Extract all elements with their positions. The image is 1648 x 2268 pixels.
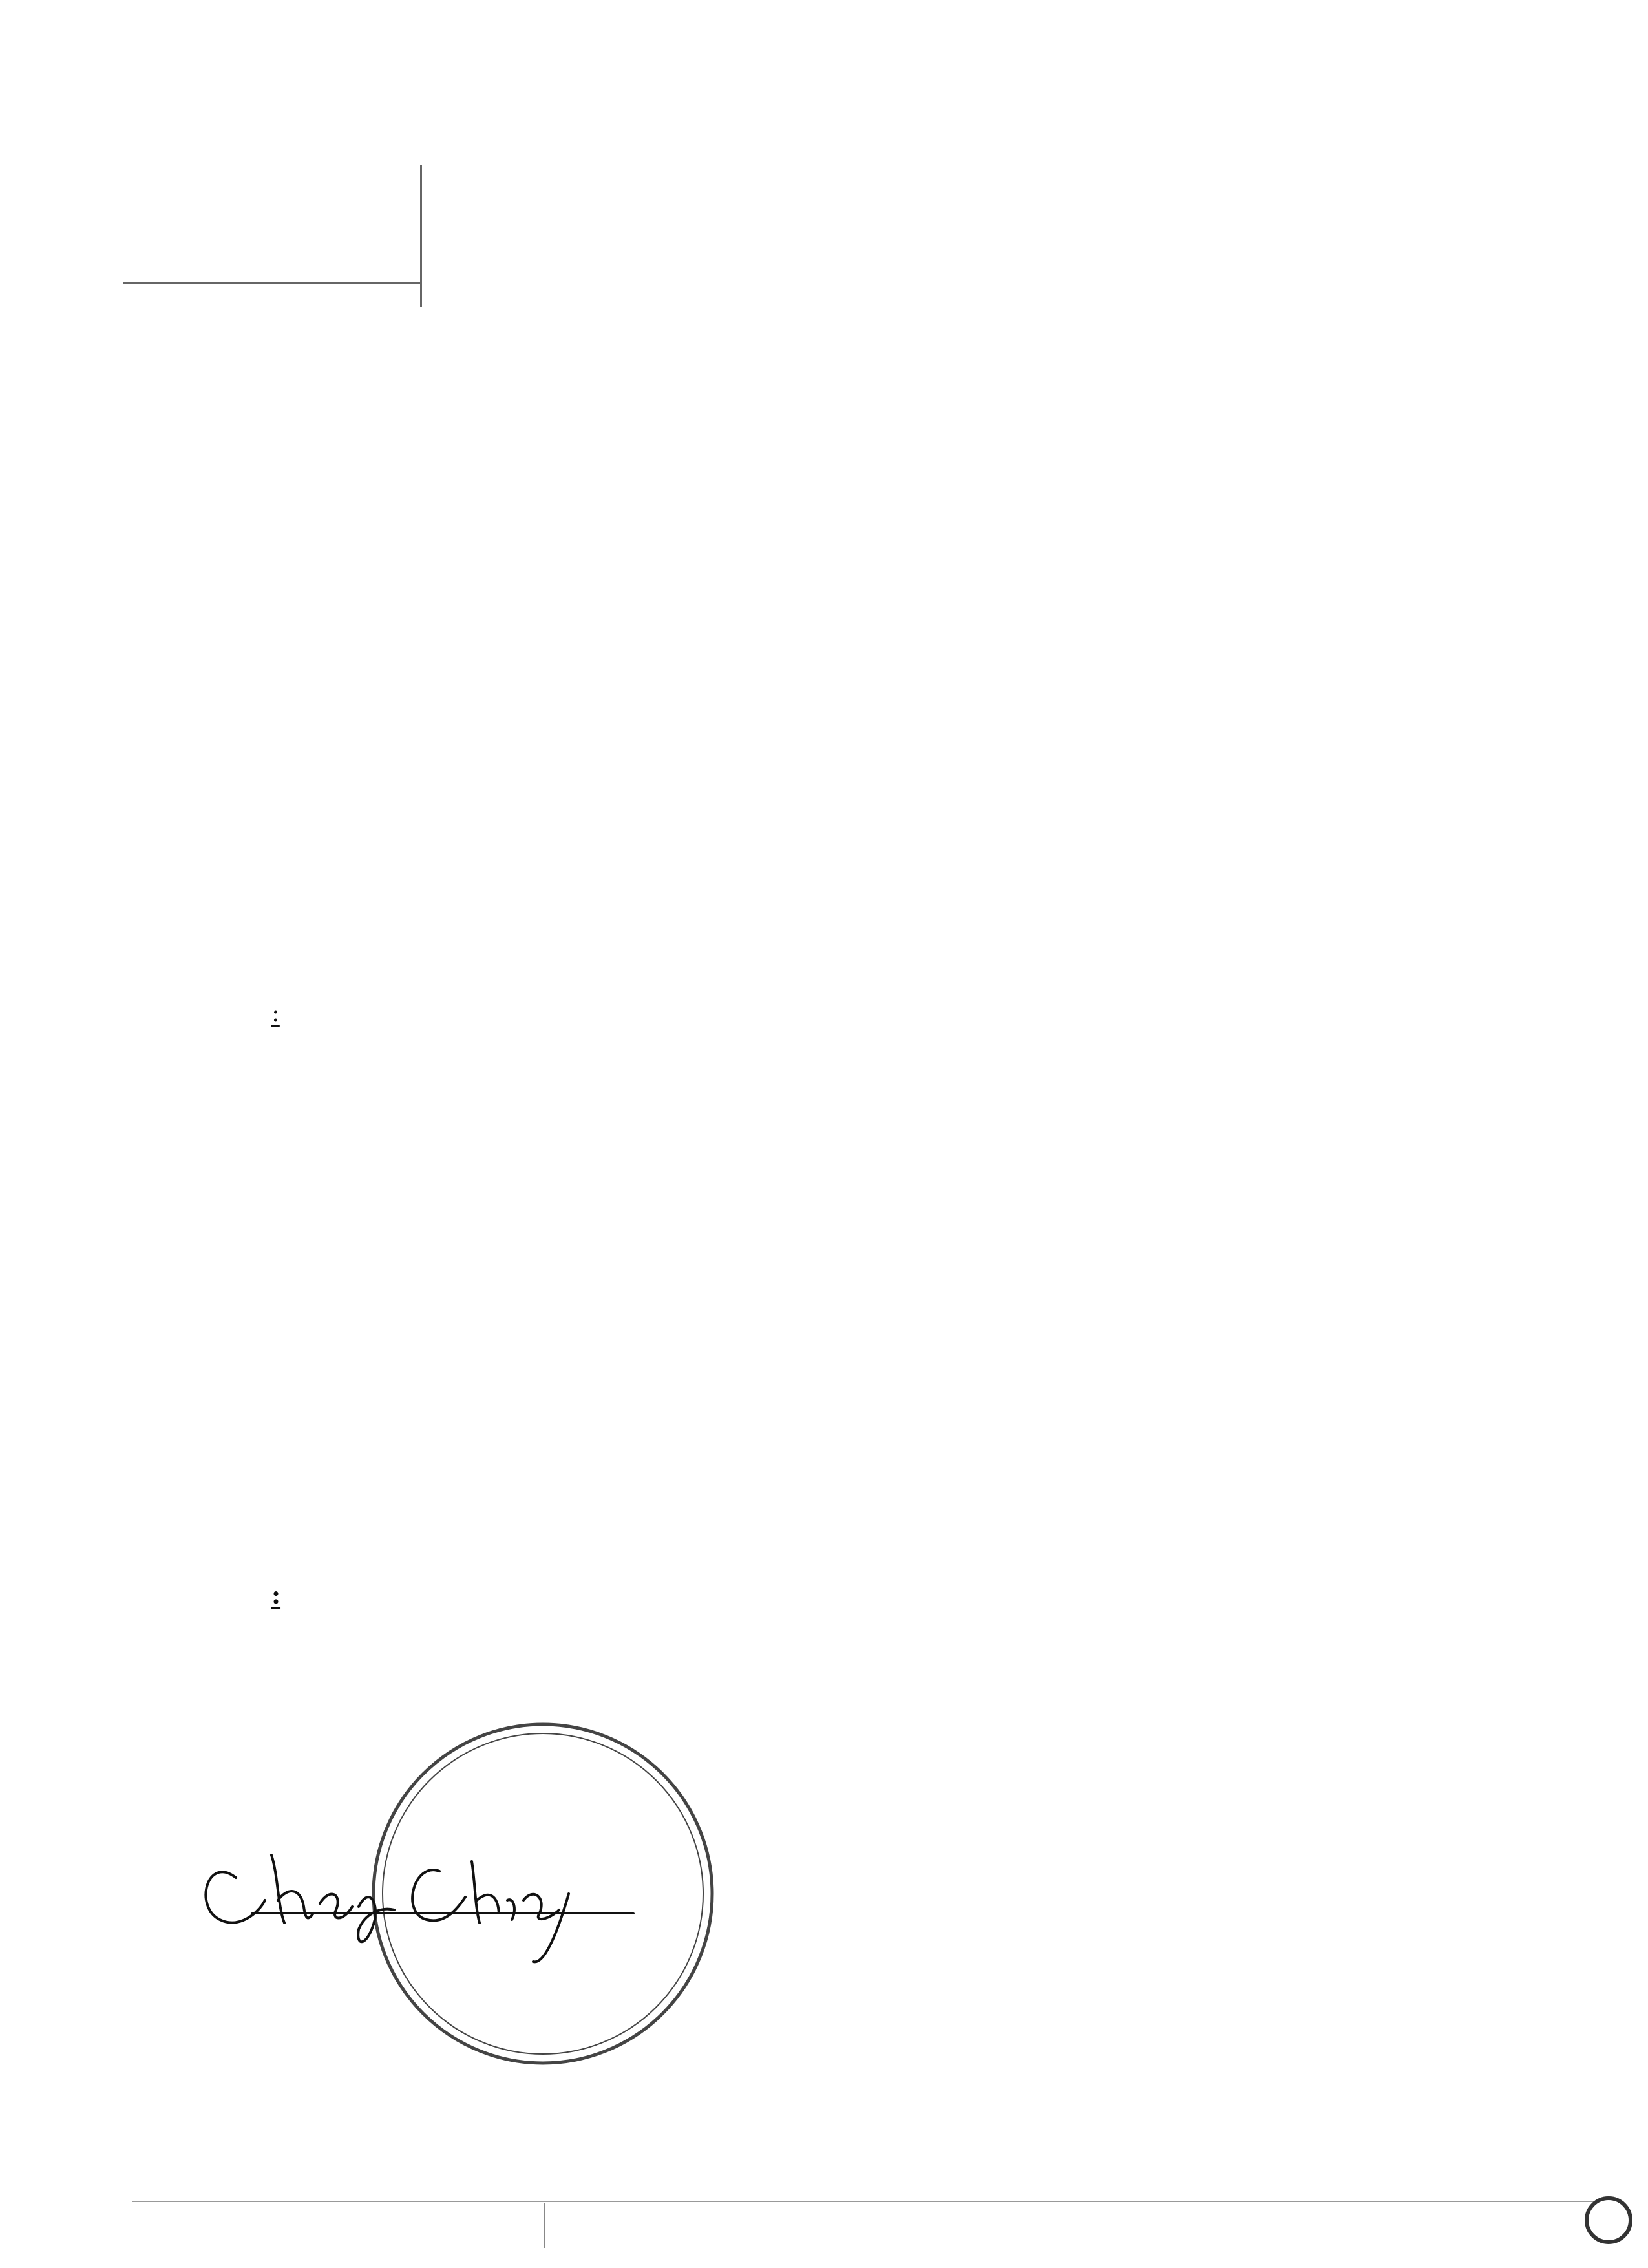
copyright-mark xyxy=(1585,2196,1632,2244)
tests-title: : xyxy=(271,999,280,1027)
logo-rule xyxy=(123,282,420,284)
footer-divider xyxy=(544,2203,545,2248)
qr-code[interactable] xyxy=(1396,1894,1490,1987)
logo-rule xyxy=(420,165,422,307)
results-title: : xyxy=(271,1580,281,1609)
handwritten-signature xyxy=(181,1816,672,1965)
barcode xyxy=(1118,513,1538,537)
footer-rule xyxy=(132,2201,1600,2202)
